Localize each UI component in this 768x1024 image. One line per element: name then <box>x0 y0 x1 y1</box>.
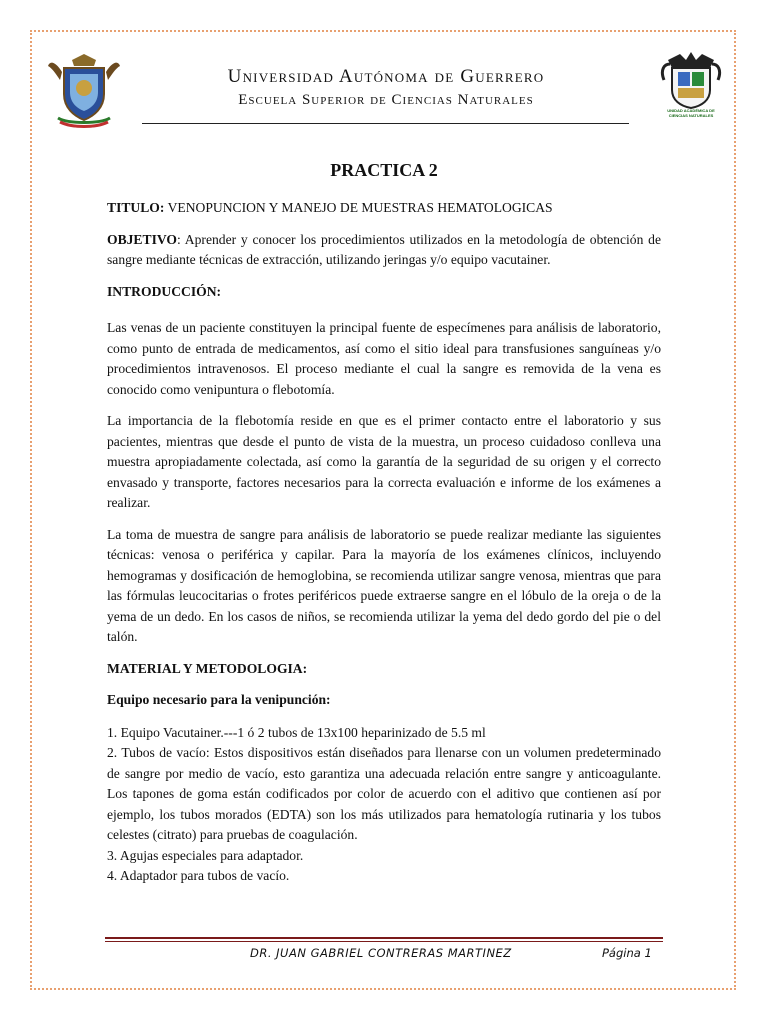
list-item: 4. Adaptador para tubos de vacío. <box>107 868 290 883</box>
objetivo-paragraph <box>107 230 661 271</box>
intro-paragraph-1: Las venas de un paciente constituyen la principal fuente de especímenes para análisis de laboratorio, como punto de entrada de medicamentos, así como el sitio ideal para transfusiones sanguíneas y/o procedimientos intravenosos. El proceso mediante el cual la sangre es removida de la vena es conocido como venipuntura o flebotomía. <box>107 320 661 397</box>
list-item: 2. Tubos de vacío: Estos dispositivos están diseñados para llenarse con un volumen predeterminado de sangre por medio de vacío, esto garantiza una adecuada relación entre sangre y anticoagulante. Los tapones de goma están codificados por color de acuerdo con el aditivo que contienen así por ejemplo, los tubos morados (EDTA) son los más utilizados para hematología rutinaria y los tubos celestes (citrato) para pruebas de coagulación. <box>107 745 661 842</box>
material-subheading: Equipo necesario para la venipunción: <box>107 692 331 707</box>
faculty-seal-icon <box>660 50 722 130</box>
university-seal-icon <box>48 52 120 130</box>
document-header <box>48 50 720 130</box>
objetivo-text: : Aprender y conocer los procedimientos utilizados en la metodología de obtención de sangre mediante técnicas de extracción, utilizando jeringas y/o equipo vacutainer. <box>107 231 661 267</box>
footer-divider-thin <box>105 941 663 942</box>
titulo-text: VENOPUNCION Y MANEJO DE MUESTRAS HEMATOLOGICAS <box>164 200 553 215</box>
footer-author: DR. JUAN GABRIEL CONTRERAS MARTINEZ <box>250 946 512 960</box>
footer-page-number: Página 1 <box>602 946 652 960</box>
equipment-list <box>107 723 661 887</box>
document-body <box>107 158 661 887</box>
list-item: 3. Agujas especiales para adaptador. <box>107 847 304 863</box>
intro-paragraph-2: La importancia de la flebotomía reside en que es el primer contacto entre el laboratorio y sus pacientes, mientras que desde el punto de vista de la muestra, un proceso cuidadoso conlleva una muestra apropiadamente colectada, así como la garantía de la seguridad de su origen y el correcto envasado y transporte, factores necesarios para la correcta evaluación e informe de los exámenes a realizar. <box>107 413 661 510</box>
intro-paragraph-3: La toma de muestra de sangre para análisis de laboratorio se puede realizar mediante las siguientes técnicas: venosa o periférica y capilar. Para la mayoría de los exámenes clínicos, incluyendo hemogramas y dosificación de hemoglobina, se recomienda utilizar sangre venosa, mientras que para las fórmulas leucocitarias o frotes periféricos puede extraerse sangre en el lóbulo de la oreja o de la yema de un dedo. En los casos de niños, se recomienda utilizar la yema del dedo gordo del pie o del talón. <box>107 526 661 644</box>
school-name: Escuela Superior de Ciencias Naturales <box>238 92 534 108</box>
titulo-line <box>107 198 661 219</box>
titulo-label: TITULO: <box>107 200 165 215</box>
practice-title: PRACTICA 2 <box>330 160 438 180</box>
introduccion-heading: INTRODUCCIÓN: <box>107 283 222 299</box>
faculty-seal-caption: UNIDAD ACADÉMICA DE CIENCIAS NATURALES <box>667 108 715 118</box>
footer-divider <box>105 937 663 939</box>
objetivo-label: OBJETIVO <box>107 231 177 247</box>
university-name: Universidad Autónoma de Guerrero <box>227 66 545 87</box>
header-divider <box>142 123 629 124</box>
list-item: 1. Equipo Vacutainer.---1 ó 2 tubos de 13x100 heparinizado de 5.5 ml <box>107 724 486 740</box>
material-heading: MATERIAL Y METODOLOGIA: <box>107 660 308 676</box>
